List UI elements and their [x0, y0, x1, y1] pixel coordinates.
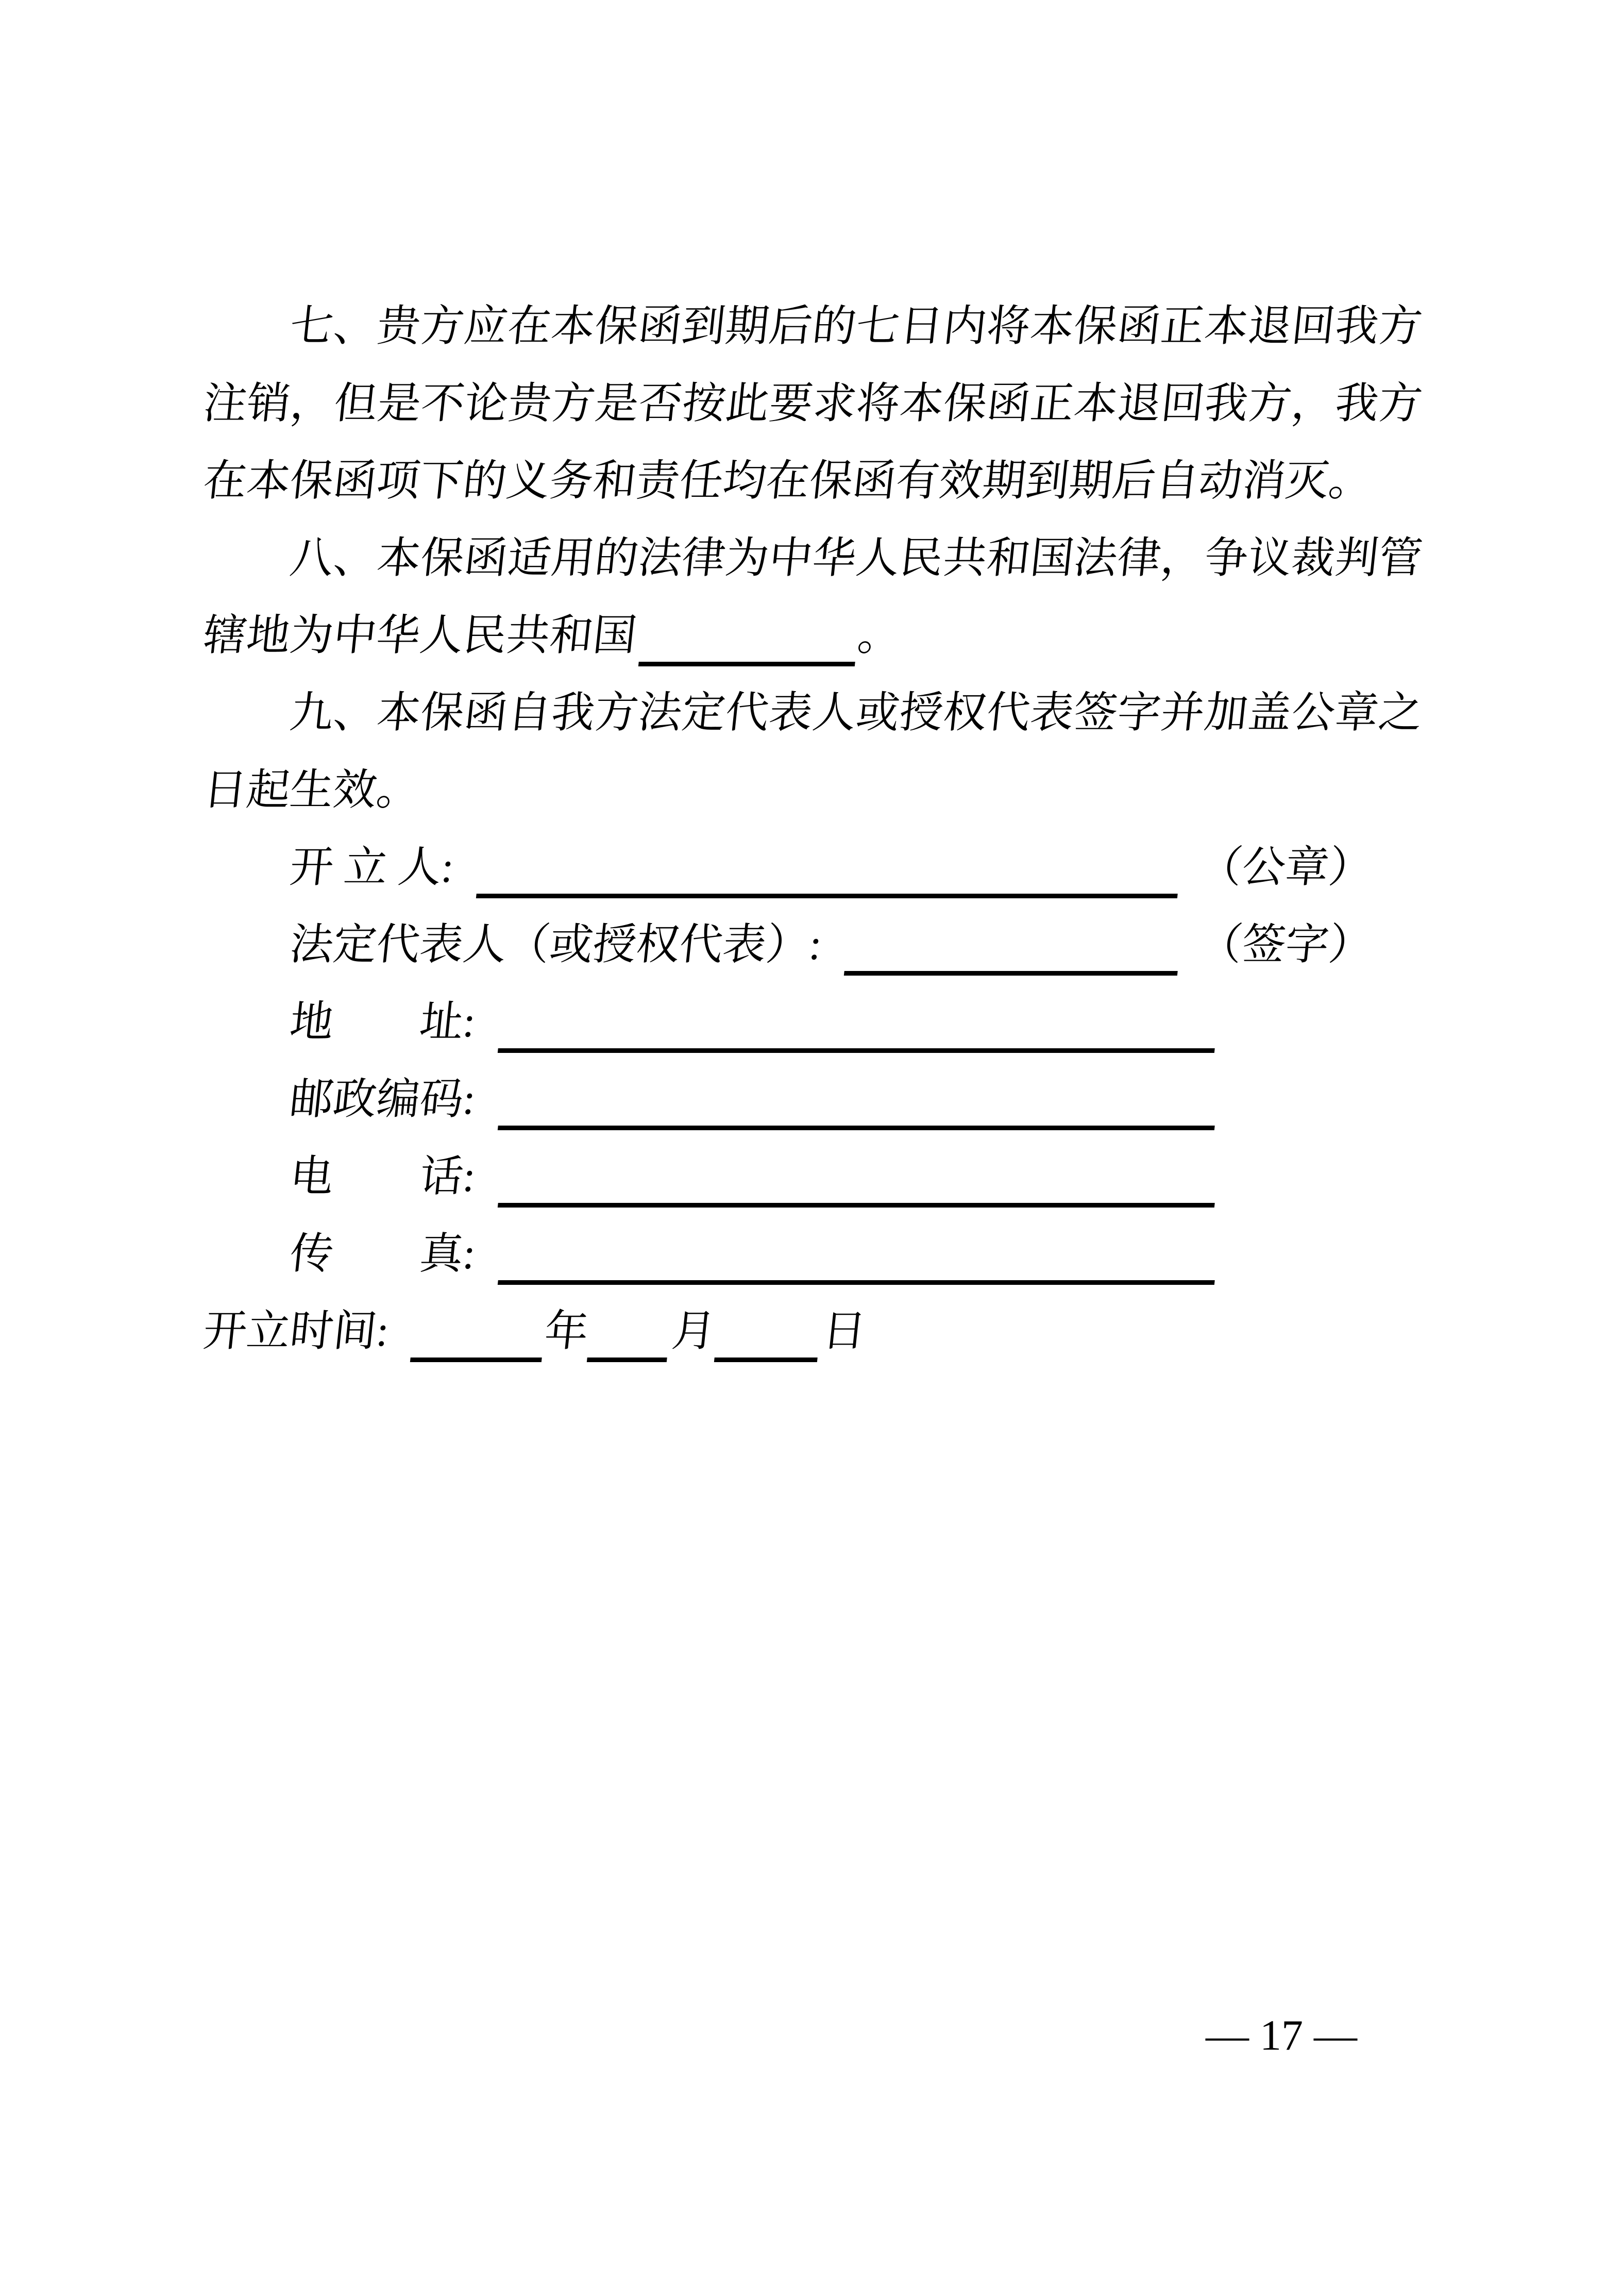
clause-9-line-1: 九、本保函自我方法定代表人或授权代表签字并加盖公章之: [288, 689, 1425, 737]
clause-7-line-2: 注销，但是不论贵方是否按此要求将本保函正本退回我方，我方: [201, 380, 1425, 428]
phone-blank: [498, 1203, 1215, 1208]
phone-row: [286, 1138, 1222, 1216]
clause-8-line-2-text: 辖地为中华人民共和国: [201, 612, 639, 660]
postcode-label: 邮政编码:: [288, 1076, 478, 1124]
clause-7-line-3: 在本保函项下的义务和责任均在保函有效期到期后自动消灭。: [201, 457, 1375, 505]
address-row: [286, 984, 1222, 1061]
clause-8-line-1: 八、本保函适用的法律为中华人民共和国法律，争议裁判管: [288, 534, 1425, 582]
fax-row: [286, 1216, 1222, 1293]
issue-date-label: 开立时间:: [201, 1308, 392, 1355]
representative-label: 法定代表人（或授权代表）:: [288, 921, 824, 969]
postcode-blank: [498, 1126, 1215, 1130]
issuer-label: 开 立 人:: [288, 844, 457, 892]
clause-8-line-2-period: 。: [855, 612, 904, 660]
day-blank: [714, 1358, 818, 1362]
month-label: 月: [669, 1308, 718, 1355]
day-label: 日: [820, 1308, 869, 1355]
address-blank: [498, 1048, 1215, 1053]
clause-9-line-2: 日起生效。: [201, 766, 422, 814]
representative-blank: [844, 971, 1178, 976]
year-label: 年: [542, 1308, 591, 1355]
representative-row: [286, 907, 1376, 984]
clause-8-line-2: [199, 597, 1426, 675]
jurisdiction-blank: [638, 662, 855, 666]
fax-blank: [498, 1280, 1215, 1285]
page-number: — 17 —: [1206, 2012, 1357, 2059]
issuer-seal-note: （公章）: [1196, 844, 1375, 892]
month-blank: [587, 1358, 667, 1362]
issuer-blank: [476, 894, 1178, 898]
fax-label: 传 真:: [288, 1230, 478, 1278]
address-label: 地 址:: [288, 998, 478, 1046]
guarantee-letter-content: [201, 288, 1425, 1370]
phone-label: 电 话:: [288, 1153, 478, 1201]
representative-signature-note: （签字）: [1196, 921, 1375, 969]
year-blank: [410, 1358, 542, 1362]
postcode-row: [286, 1061, 1222, 1138]
issue-date-row: [199, 1293, 1426, 1370]
issuer-row: [286, 829, 1376, 907]
clause-7-line-1: 七、贵方应在本保函到期后的七日内将本保函正本退回我方: [288, 303, 1425, 350]
